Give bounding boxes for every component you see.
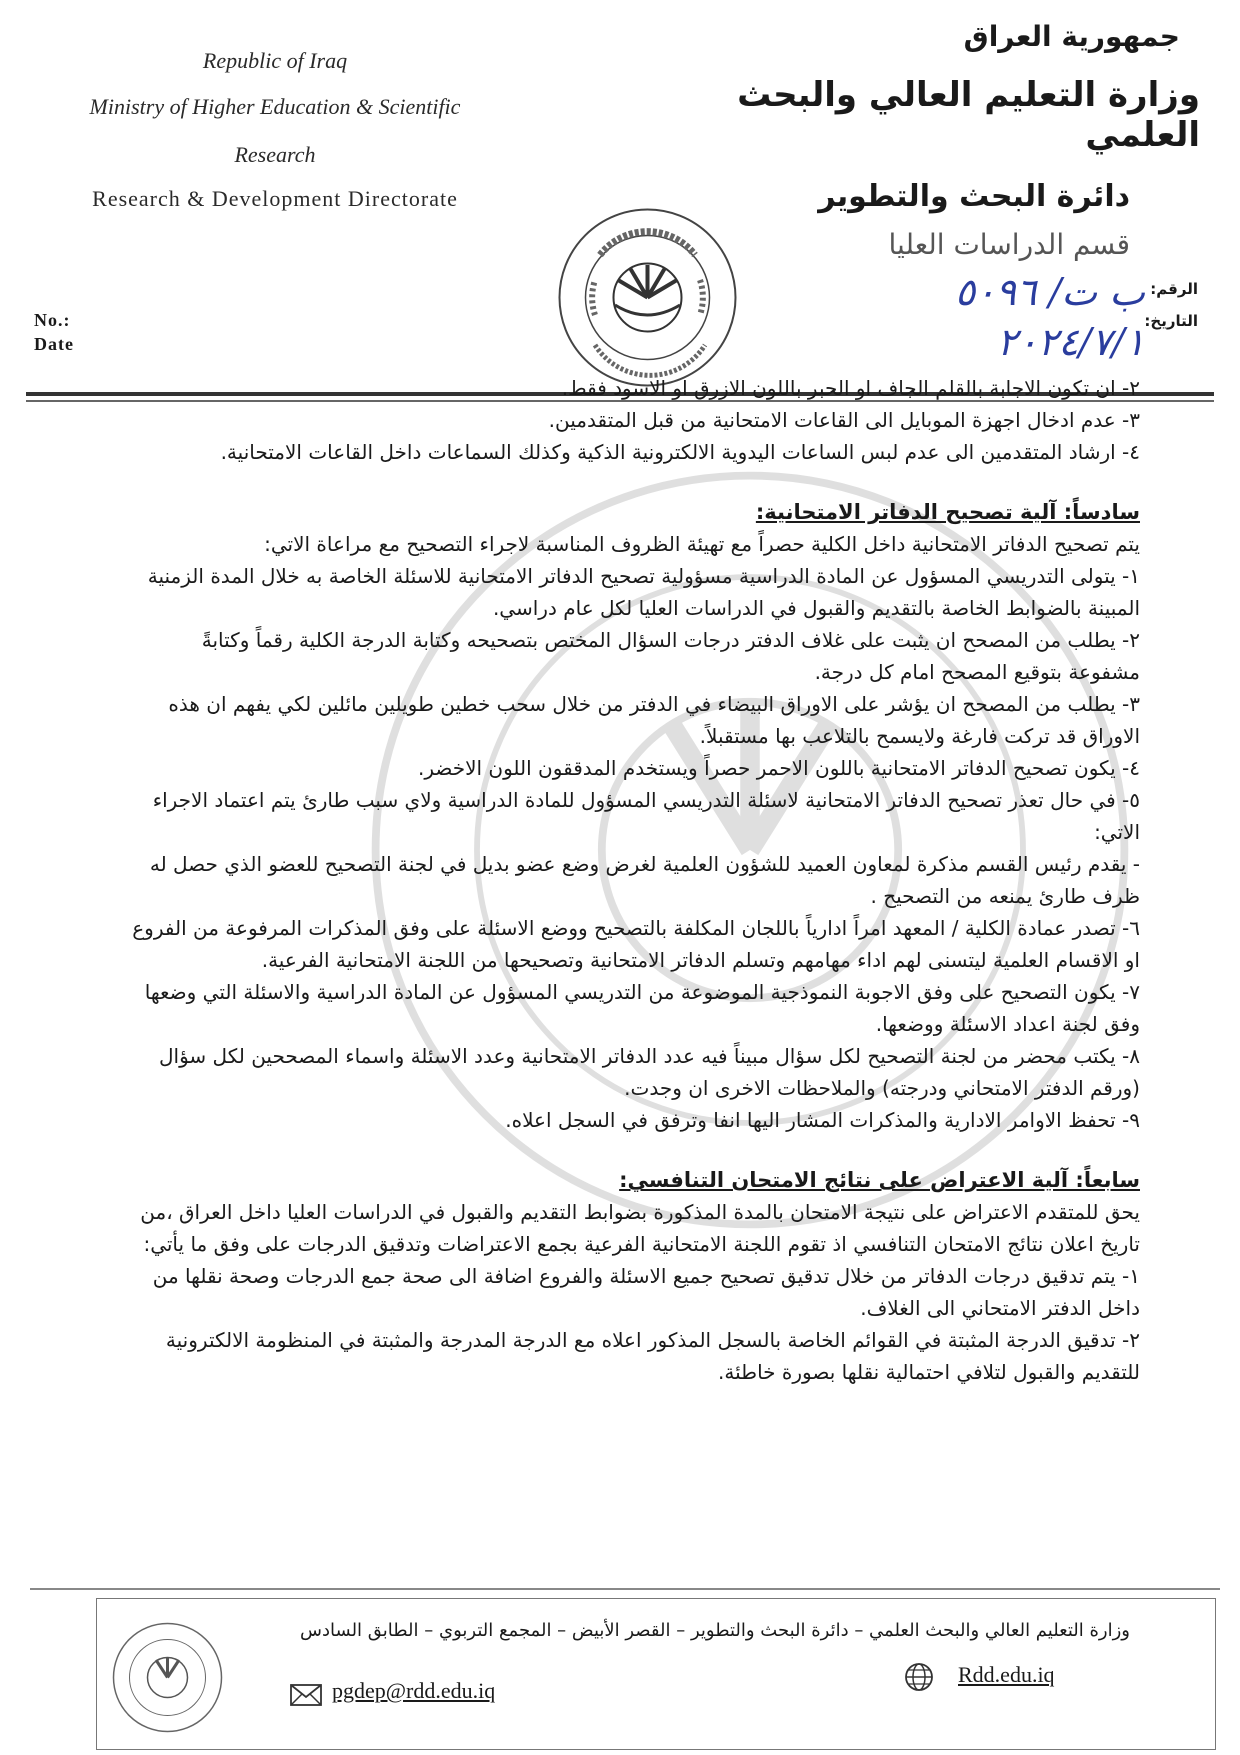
ref-label-ar: الرقم: xyxy=(1150,280,1198,298)
date-handwritten: ٢٠٢٤/٧/١ xyxy=(996,320,1145,364)
rule-item: ٦- تصدر عمادة الكلية / المعهد امراً ادارياً باللجان المكلفة بالتصحيح ووضع الاسئلة على وفق المذكرات المرفوعة من الفروع او الاقسام العلمية ليتسنى لهم اداء مهامهم وتسلم الدفاتر الامتحانية وتصحيحها من اللجنة الامتحانية الفرعية. xyxy=(132,916,1140,972)
date-label-en: Date xyxy=(34,334,74,354)
rule-item: ٣- يطلب من المصحح ان يؤشر على الاوراق البيضاء في الدفتر من خلال سحب خطين طويلين مائلين لكي يفهم ان هذه الاوراق قد تركت فارغة ولايسمح بالتلاعب بها مستقبلاً. xyxy=(168,692,1140,748)
rule-item: ٤- ارشاد المتقدمين الى عدم لبس الساعات اليدوية الالكترونية الذكية وكذلك السماعات داخل القاعات الامتحانية. xyxy=(220,440,1140,464)
section-name-ar: قسم الدراسات العليا xyxy=(888,228,1130,261)
footer-seal-icon xyxy=(110,1620,225,1735)
republic-of-iraq-ar: جمهورية العراق xyxy=(963,20,1180,53)
directorate-name-en: Research & Development Directorate xyxy=(92,186,458,211)
ministry-name-ar: وزارة التعليم العالي والبحث العلمي xyxy=(737,75,1200,155)
ministry-name-en-cont: Research xyxy=(234,142,316,167)
footer-website-link[interactable]: Rdd.edu.iq xyxy=(958,1662,1055,1687)
section-7-intro: يحق للمتقدم الاعتراض على نتيجة الامتحان بالمدة المذكورة بضوابط التقديم والقبول في الدراسات العليا داخل العراق ،من تاريخ اعلان نتائج الامتحان التنافسي اذ تقوم اللجنة الامتحانية الفرعية بجمع الاعتراضات وتدقيق الدرجات على وفق ما يأتي: xyxy=(140,1200,1140,1256)
email-icon xyxy=(290,1684,322,1706)
rule-item: ٢- يطلب من المصحح ان يثبت على غلاف الدفتر درجات السؤال المختص بتصحيحه وكتابة الدرجة الكلية رقماً وكتابةً مشفوعة بتوقيع المصحح امام كل درجة. xyxy=(201,628,1140,684)
rule-item: ٨- يكتب محضر من لجنة التصحيح لكل سؤال مبيناً فيه عدد الدفاتر الامتحانية وعدد الاسئلة واسماء المصححين لكل سؤال (ورقم الدفتر الامتحاني ودرجته) والملاحظات الاخرى ان وجدت. xyxy=(159,1044,1140,1100)
rule-item: ٧- يكون التصحيح على وفق الاجوبة النموذجية الموضوعة من التدريسي المسؤول عن المادة الدراسية والاسئلة التي وضعها وفق لجنة اعداد الاسئلة ووضعها. xyxy=(144,980,1140,1036)
directorate-name-ar: دائرة البحث والتطوير xyxy=(818,179,1130,214)
rule-item: ١- يتولى التدريسي المسؤول عن المادة الدراسية مسؤولية تصحيح الدفاتر الامتحانية للاسئلة الخاصة به خلال المدة الزمنية المبينة بالضوابط الخاصة بالتقديم والقبول في الدراسات العليا لكل عام دراسي. xyxy=(147,564,1140,620)
rule-item: ٢- ان تكون الاجابة بالقلم الجاف او الحبر باللون الازرق او الاسود فقط. xyxy=(561,376,1140,400)
section-6-title: سادساً: آلية تصحيح الدفاتر الامتحانية: xyxy=(755,500,1140,524)
rule-item: ٥- في حال تعذر تصحيح الدفاتر الامتحانية لاسئلة التدريسي المسؤول للمادة الدراسية ولاي سبب طارئ يتم اعتماد الاجراء الاتي: xyxy=(152,788,1140,844)
footer-address: وزارة التعليم العالي والبحث العلمي – دائرة البحث والتطوير – القصر الأبيض – المجمع التربوي – الطابق السادس xyxy=(300,1620,1130,1641)
date-label-ar: التاريخ: xyxy=(1144,312,1198,330)
globe-icon xyxy=(904,1662,934,1692)
rule-sub-item: - يقدم رئيس القسم مذكرة لمعاون العميد للشؤون العلمية لغرض وضع عضو بديل في لجنة التصحيح للعضو الذي حصل له ظرف طارئ يمنعه من التصحيح . xyxy=(149,852,1140,908)
no-label: No.: xyxy=(34,310,71,330)
ministry-seal-icon xyxy=(555,205,740,390)
ministry-name-en: Ministry of Higher Education & Scientific xyxy=(89,94,461,119)
footer-divider xyxy=(30,1588,1220,1590)
section-7-title: سابعاً: آلية الاعتراض على نتائج الامتحان التنافسي: xyxy=(619,1168,1140,1192)
rule-item: ٢- تدقيق الدرجة المثبتة في القوائم الخاصة بالسجل المذكور اعلاه مع الدرجة المدرجة والمثبتة في المنظومة الالكترونية للتقديم والقبول لتلافي احتمالية نقلها بصورة خاطئة. xyxy=(165,1328,1140,1384)
section-6-intro: يتم تصحيح الدفاتر الامتحانية داخل الكلية حصراً مع تهيئة الظروف المناسبة لاجراء التصحيح مع مراعاة الاتي: xyxy=(264,532,1140,556)
header-english xyxy=(40,40,510,210)
rule-item: ٣- عدم ادخال اجهزة الموبايل الى القاعات الامتحانية من قبل المتقدمين. xyxy=(548,408,1140,432)
rule-item: ٤- يكون تصحيح الدفاتر الامتحانية باللون الاحمر حصراً ويستخدم المدققون اللون الاخضر. xyxy=(417,756,1140,780)
rule-item: ٩- تحفظ الاوامر الادارية والمذكرات المشار اليها انفا وترفق في السجل اعلاه. xyxy=(505,1108,1140,1132)
footer-email-link[interactable]: pgdep@rdd.edu.iq xyxy=(332,1678,496,1703)
ref-number-handwritten: ب ت/ ٥٠٩٦ xyxy=(954,270,1145,314)
document-body xyxy=(130,372,1140,1388)
republic-of-iraq-en: Republic of Iraq xyxy=(202,48,348,73)
rule-item: ١- يتم تدقيق درجات الدفاتر من خلال تدقيق تصحيح جميع الاسئلة والفروع اضافة الى صحة جمع الدرجات وصحة نقلها من داخل الدفتر الامتحاني الى الغلاف. xyxy=(152,1264,1140,1320)
header-arabic xyxy=(700,20,1200,261)
